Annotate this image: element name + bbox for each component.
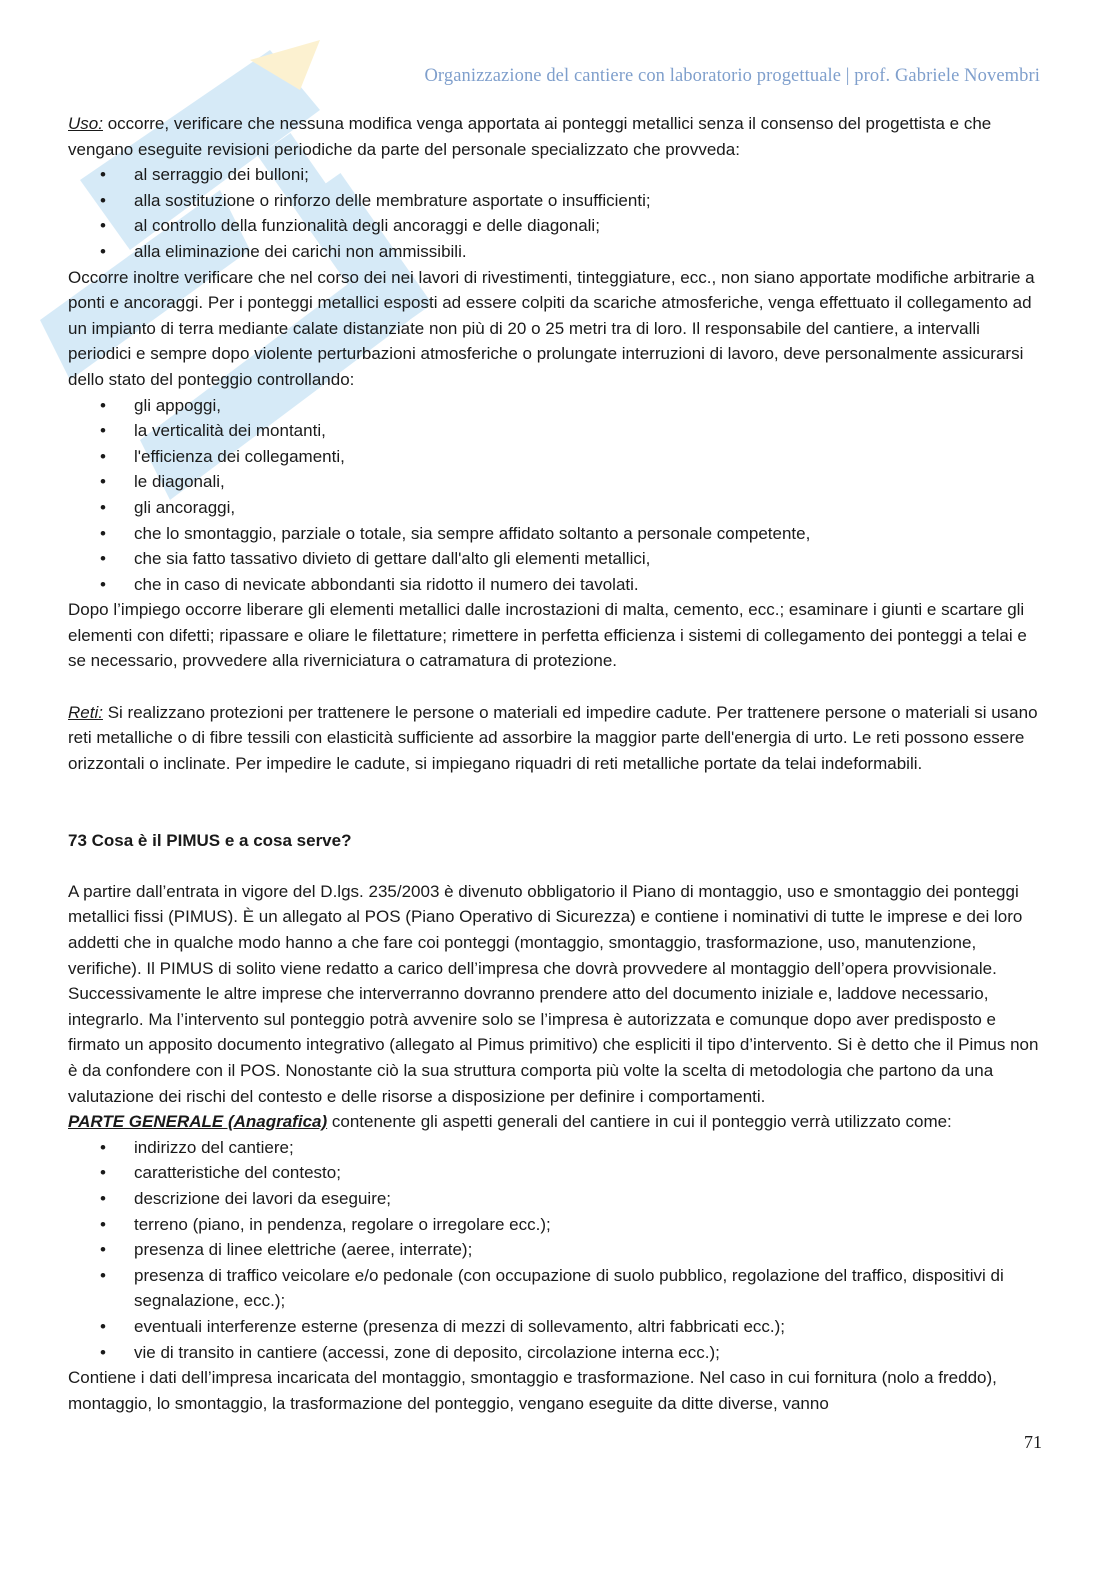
section-heading: 73 Cosa è il PIMUS e a cosa serve? — [68, 830, 352, 850]
general-paragraph — [68, 1109, 1043, 1135]
list-item: • descrizione dei lavori da eseguire; — [68, 1186, 1043, 1212]
uso-paragraph-3: Dopo l’impiego occorre liberare gli elementi metallici dalle incrostazioni di malta, cemento, ecc.; esaminare i giunti e scartare gli elementi con difetti; ripassare e oliare le filettature; rimettere in perfetta efficienza i sistemi di collegamento dei ponteggi a telai e se necessario, provvedere alla riverniciatura o catramatura di protezione. — [68, 600, 1027, 671]
uso-paragraph-2: Occorre inoltre verificare che nel corso dei nei lavori di rivestimenti, tinteggiature, ecc., non siano apportate modifiche arbitrarie a ponti e ancoraggi. Per i ponteggi metallici esposti ad essere colpiti da scariche atmosferiche, venga effettuato il collegamento ad un impianto di terra mediante calate distanziate non più di 20 o 25 metri tra di loro. Il responsabile del cantiere, a intervalli periodici e sempre dopo violente perturbazioni atmosferiche o prolungate interruzioni di lavoro, deve personalmente assicurarsi dello stato del ponteggio controllando: — [68, 267, 1035, 389]
general-lead: PARTE GENERALE (Anagrafica) — [68, 1112, 328, 1132]
pimus-paragraph: A partire dall’entrata in vigore del D.lgs. 235/2003 è divenuto obbligatorio il Piano di montaggio, uso e smontaggio dei ponteggi metallici fissi (PIMUS). È un allegato al POS (Piano Operativo di Sicurezza) e contiene i nominativi di tutte le imprese e dei loro addetti che in qualche modo hanno a che fare coi ponteggi (montaggio, smontaggio, trasformazione, uso, manutenzione, verifiche). Il PIMUS di solito viene redatto a carico dell’impresa che dovrà provvedere al montaggio dell’opera provvisionale. Successivamente le altre imprese che interverranno dovranno prendere atto del documento iniziale e, laddove necessario, integrarlo. Ma l’intervento sul ponteggio potrà avvenire solo se l’impresa è autorizzata e comunque dopo aver predisposto e firmato un apposito documento integrativo (allegato al Pimus primitivo) che espliciti il tipo d’intervento. Si è detto che il Pimus non è da confondere con il POS. Nonostante ciò la sua struttura comporta più volte la scelta di metodologia che partono da una valutazione dei rischi del contesto e delle risorse a disposizione per definire i comportamenti. — [68, 881, 1039, 1106]
general-list — [68, 1135, 1043, 1365]
closing-paragraph: Contiene i dati dell’impresa incaricata del montaggio, smontaggio e trasformazione. Nel caso in cui fornitura (nolo a freddo), montaggio, lo smontaggio, la trasformazione del ponteggio, vengano eseguite da ditte diverse, vanno — [68, 1368, 997, 1413]
list-item: • le diagonali, — [68, 469, 1043, 495]
list-item: • caratteristiche del contesto; — [68, 1160, 1043, 1186]
uso-list — [68, 162, 1043, 264]
reti-text: Si realizzano protezioni per trattenere le persone o materiali ed impedire cadute. Per trattenere persone o materiali si usano reti metalliche o di fibre tessili con elasticità sufficiente ad assorbire la maggior parte dell'energia di urto. Le reti possono essere orizzontali o inclinate. Per impedire le cadute, si impiegano riquadri di reti metalliche portate da telai indeformabili. — [68, 702, 1038, 773]
list-item: • al controllo della funzionalità degli ancoraggi e delle diagonali; — [68, 213, 1043, 239]
reti-paragraph — [68, 700, 1043, 777]
list-item: • che lo smontaggio, parziale o totale, sia sempre affidato soltanto a personale competente, — [68, 521, 1043, 547]
list-item: • gli ancoraggi, — [68, 495, 1043, 521]
list-item: • al serraggio dei bulloni; — [68, 162, 1043, 188]
list-item: • terreno (piano, in pendenza, regolare o irregolare ecc.); — [68, 1212, 1043, 1238]
list-item: • gli appoggi, — [68, 393, 1043, 419]
list-item: • indirizzo del cantiere; — [68, 1135, 1043, 1161]
page-body — [68, 111, 1043, 1416]
uso-intro: occorre, verificare che nessuna modifica venga apportata ai ponteggi metallici senza il consenso del progettista e che vengano eseguite revisioni periodiche da parte del personale specializzato che provveda: — [68, 114, 992, 159]
list-item: • vie di transito in cantiere (accessi, zone di deposito, circolazione interna ecc.); — [68, 1340, 1043, 1366]
list-item: • presenza di linee elettriche (aeree, interrate); — [68, 1237, 1043, 1263]
list-item: • che sia fatto tassativo divieto di gettare dall'alto gli elementi metallici, — [68, 546, 1043, 572]
running-header: Organizzazione del cantiere con laboratorio progettuale | prof. Gabriele Novembri — [424, 66, 1040, 86]
checks-list — [68, 393, 1043, 598]
list-item: • alla eliminazione dei carichi non ammissibili. — [68, 239, 1043, 265]
list-item: • alla sostituzione o rinforzo delle membrature asportate o insufficienti; — [68, 188, 1043, 214]
page-number: 71 — [1024, 1432, 1042, 1452]
general-intro: contenente gli aspetti generali del cantiere in cui il ponteggio verrà utilizzato come: — [327, 1112, 952, 1132]
list-item: • presenza di traffico veicolare e/o pedonale (con occupazione di suolo pubblico, regolazione del traffico, dispositivi di segnalazione, ecc.); — [68, 1263, 1043, 1314]
reti-lead: Reti: — [68, 702, 103, 722]
uso-lead: Uso: — [68, 114, 103, 133]
list-item: • eventuali interferenze esterne (presenza di mezzi di sollevamento, altri fabbricati ecc.); — [68, 1314, 1043, 1340]
uso-paragraph — [68, 111, 1043, 162]
list-item: • l'efficienza dei collegamenti, — [68, 444, 1043, 470]
list-item: • la verticalità dei montanti, — [68, 418, 1043, 444]
list-item: • che in caso di nevicate abbondanti sia ridotto il numero dei tavolati. — [68, 572, 1043, 598]
